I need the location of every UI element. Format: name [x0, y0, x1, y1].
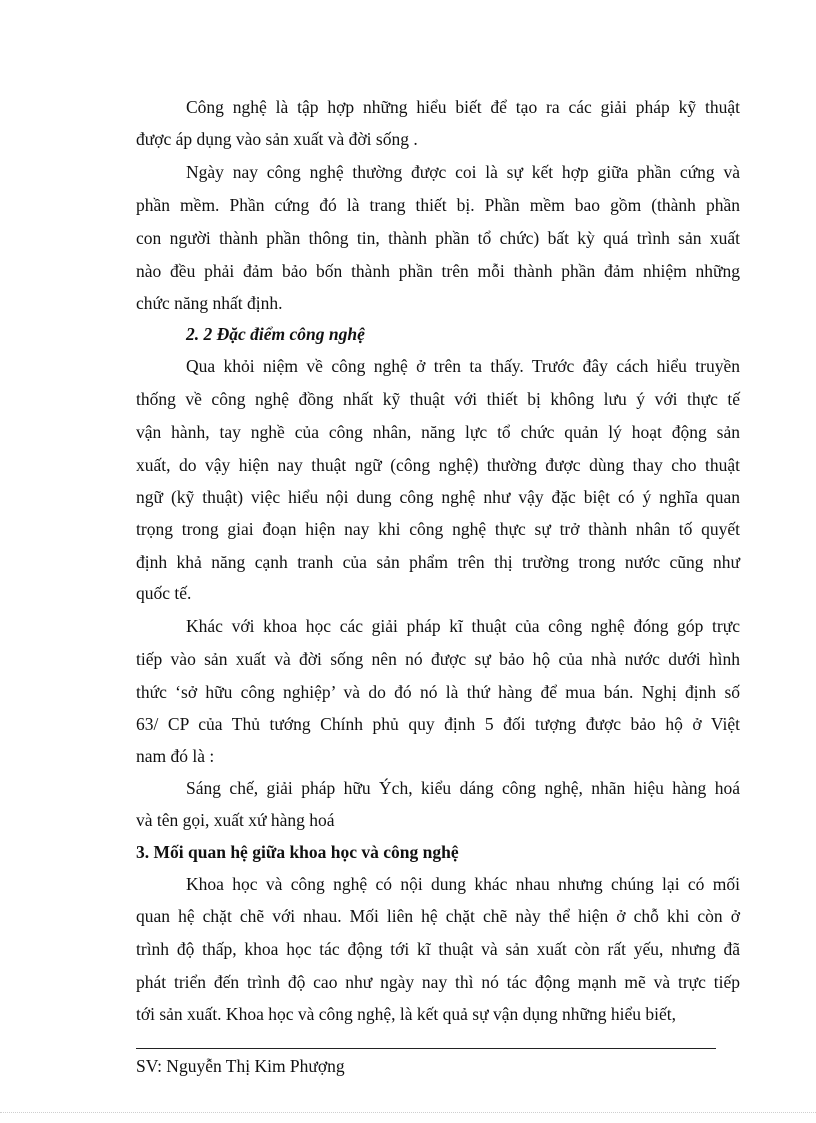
paragraph-line: được áp dụng vào sản xuất và đời sống .	[136, 129, 418, 149]
paragraph-line: 63/ CP của Thủ tướng Chính phủ quy định 5 đối tượng được bảo hộ ở Việt	[136, 714, 740, 734]
paragraph-line: trình độ thấp, khoa học tác động tới kĩ thuật và sản xuất còn rất yếu, nhưng đã	[136, 939, 740, 959]
paragraph-line: tới sản xuất. Khoa học và công nghệ, là kết quả sự vận dụng những hiểu biết,	[136, 1004, 676, 1024]
paragraph-line: Khoa học và công nghệ có nội dung khác nhau nhưng chúng lại có mối	[186, 874, 740, 894]
paragraph-line: ngữ (kỹ thuật) việc hiểu nội dung công nghệ như vậy đặc biệt có ý nghĩa quan	[136, 487, 740, 507]
paragraph-line: chức năng nhất định.	[136, 293, 283, 313]
paragraph-line: Sáng chế, giải pháp hữu Ých, kiểu dáng công nghệ, nhãn hiệu hàng hoá	[186, 778, 740, 798]
paragraph-line: Ngày nay công nghệ thường được coi là sự kết hợp giữa phần cứng và	[186, 162, 740, 182]
footer-rule	[136, 1048, 716, 1049]
paragraph-line: định khả năng cạnh tranh của sản phẩm trên thị trường trong nước cũng như	[136, 552, 740, 572]
paragraph-line: Khác với khoa học các giải pháp kĩ thuật của công nghệ đóng góp trực	[186, 616, 740, 636]
paragraph-line: xuất, do vậy hiện nay thuật ngữ (công nghệ) thường được dùng thay cho thuật	[136, 455, 740, 475]
paragraph-line: Công nghệ là tập hợp những hiểu biết để tạo ra các giải pháp kỹ thuật	[186, 97, 740, 117]
paragraph-line: và tên gọi, xuất xứ hàng hoá	[136, 810, 335, 830]
page-bottom-border	[0, 1112, 816, 1113]
paragraph-line: nam đó là :	[136, 746, 215, 766]
paragraph-line: quốc tế.	[136, 583, 192, 603]
paragraph-line: quan hệ chặt chẽ với nhau. Mối liên hệ chặt chẽ này thể hiện ở chỗ khi còn ở	[136, 906, 740, 926]
paragraph-line: thống về công nghệ đồng nhất kỹ thuật với thiết bị không lưu ý với thực tế	[136, 389, 740, 409]
paragraph-line: vận hành, tay nghề của công nhân, năng lực tổ chức quản lý hoạt động sản	[136, 422, 740, 442]
section-heading: 2. 2 Đặc điểm công nghệ	[186, 324, 365, 344]
paragraph-line: trọng trong giai đoạn hiện nay khi công nghệ thực sự trở thành nhân tố quyết	[136, 519, 740, 539]
paragraph-line: thức ‘sở hữu công nghiệp’ và do đó nó là thứ hàng để mua bán. Nghị định số	[136, 682, 740, 702]
paragraph-line: tiếp vào sản xuất và đời sống nên nó được sự bảo hộ của nhà nước dưới hình	[136, 649, 740, 669]
paragraph-line: phần mềm. Phần cứng đó là trang thiết bị. Phần mềm bao gồm (thành phần	[136, 195, 740, 215]
paragraph-line: phát triển đến trình độ cao như ngày nay thì nó tác động mạnh mẽ và trực tiếp	[136, 972, 740, 992]
section-heading: 3. Mối quan hệ giữa khoa học và công nghệ	[136, 842, 459, 862]
page-footer: SV: Nguyễn Thị Kim Phượng	[136, 1056, 345, 1076]
paragraph-line: Qua khỏi niệm về công nghệ ở trên ta thấy. Trước đây cách hiểu truyền	[186, 356, 740, 376]
paragraph-line: nào đều phải đảm bảo bốn thành phần trên mỗi thành phần đảm nhiệm những	[136, 261, 740, 281]
paragraph-line: con người thành phần thông tin, thành phần tổ chức) bất kỳ quá trình sản xuất	[136, 228, 740, 248]
